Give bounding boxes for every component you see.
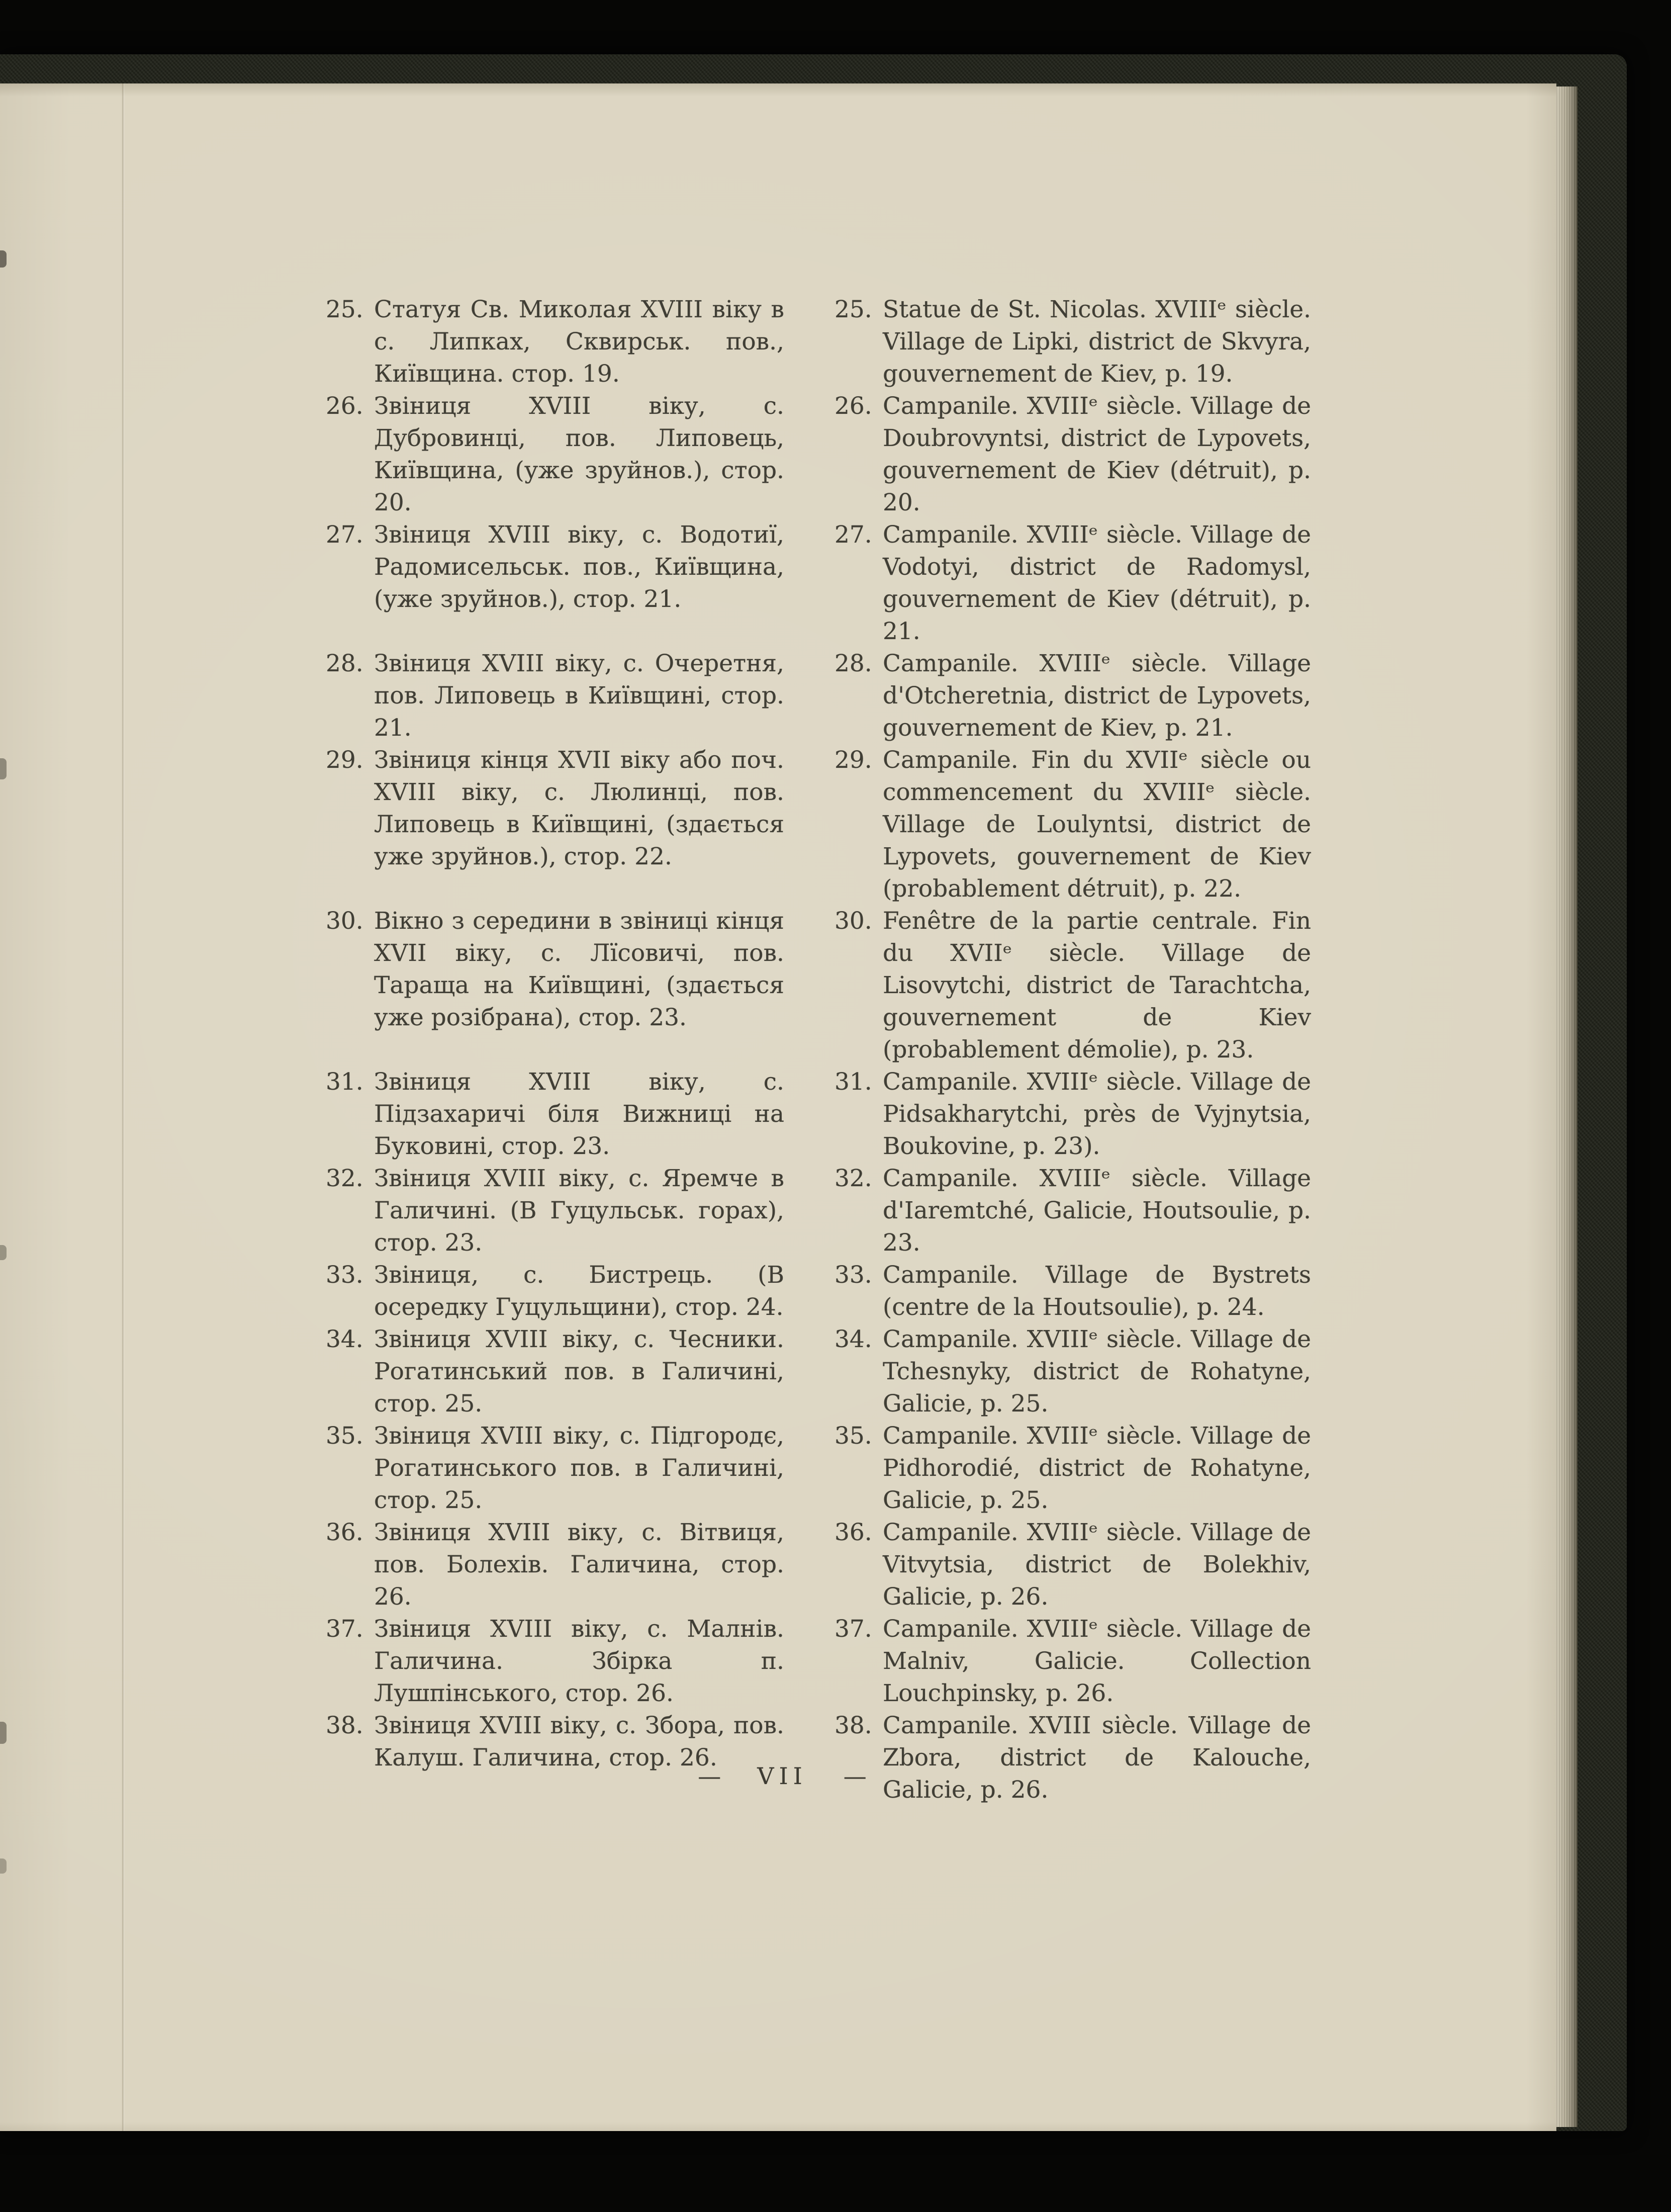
entry-number: 35. bbox=[326, 1422, 363, 1450]
entry-number: 34. bbox=[834, 1325, 872, 1353]
entry-french-caption: Fenêtre de la partie centrale. Fin du XVIIᵉ siècle. Village de Lisovytchi, district de Tarachtcha, gouvernement de Kiev (probablement démolie), p. 23. bbox=[883, 907, 1311, 1064]
entry-text-french bbox=[834, 294, 1311, 390]
entry-french-caption: Campanile. XVIIIᵉ siècle. Village de Doubrovyntsi, district de Lypovets, gouvernement de Kiev (détruit), p. 20. bbox=[883, 392, 1311, 516]
entry-ukrainian-caption: Звіниця XVIII віку, с. Підгородє, Рогатинського пов. в Галичині, стор. 25. bbox=[374, 1422, 784, 1514]
entry-text-ukrainian bbox=[326, 294, 784, 390]
entry-number: 37. bbox=[834, 1615, 872, 1643]
entry-text-french bbox=[834, 519, 1311, 648]
entry-number: 29. bbox=[326, 746, 363, 774]
entry-french-caption: Statue de St. Nicolas. XVIIIᵉ siècle. Village de Lipki, district de Skvyra, gouvernement de Kiev, p. 19. bbox=[883, 296, 1311, 388]
entry-text-french bbox=[834, 1517, 1311, 1613]
entry-number: 35. bbox=[834, 1422, 872, 1450]
entry-text-ukrainian bbox=[326, 1517, 784, 1613]
entry-text-ukrainian bbox=[326, 1163, 784, 1259]
entry-french-caption: Campanile. XVIIIᵉ siècle. Village d'Iaremtché, Galicie, Houtsoulie, p. 23. bbox=[883, 1165, 1311, 1257]
index-text-block bbox=[326, 294, 1311, 1806]
entry-text-french bbox=[834, 905, 1311, 1066]
gutter-smudge bbox=[0, 1245, 7, 1260]
page-fore-edge-stack bbox=[1556, 86, 1577, 2127]
entry-number: 37. bbox=[326, 1615, 363, 1643]
footer-left-dash: — bbox=[698, 1762, 721, 1790]
entry-text-ukrainian bbox=[326, 1066, 784, 1163]
entry-text-french bbox=[834, 1066, 1311, 1163]
entry-number: 38. bbox=[326, 1712, 363, 1739]
entry-text-french bbox=[834, 1163, 1311, 1259]
entry-number: 36. bbox=[834, 1519, 872, 1546]
entry-french-caption: Campanile. XVIIIᵉ siècle. Village de Tchesnyky, district de Rohatyne, Galicie, p. 25. bbox=[883, 1325, 1311, 1418]
entry-french-caption: Campanile. XVIIIᵉ siècle. Village de Vitvytsia, district de Bolekhiv, Galicie, p. 26. bbox=[883, 1519, 1311, 1611]
entry-french-caption: Campanile. XVIII siècle. Village de Zbora, district de Kalouche, Galicie, p. 26. bbox=[883, 1712, 1311, 1804]
entry-number: 27. bbox=[326, 521, 363, 549]
entry-number: 28. bbox=[834, 650, 872, 677]
entry-number: 31. bbox=[326, 1068, 363, 1096]
entry-ukrainian-caption: Звіниця XVIII віку, с. Чесники. Рогатинський пов. в Галичині, стор. 25. bbox=[374, 1325, 784, 1418]
entry-text-french bbox=[834, 1613, 1311, 1710]
entry-number: 25. bbox=[326, 296, 363, 323]
entry-ukrainian-caption: Вікно з середини в звіниці кінця XVII віку, с. Лїсовичі, пов. Тараща на Київщині, (здається уже розібрана), стор. 23. bbox=[374, 907, 784, 1031]
entry-ukrainian-caption: Звіниця XVIII віку, с. Водотиї, Радомисельськ. пов., Київщина, (уже зруйнов.), стор. 21. bbox=[374, 521, 784, 613]
entry-french-caption: Campanile. XVIIIᵉ siècle. Village de Pidhorodié, district de Rohatyne, Galicie, p. 25. bbox=[883, 1422, 1311, 1514]
entry-ukrainian-caption: Звіниця XVIII віку, с. Яремче в Галичині. (В Гуцульськ. горах), стор. 23. bbox=[374, 1165, 784, 1257]
entry-number: 26. bbox=[834, 392, 872, 420]
page-number-roman: VII bbox=[757, 1762, 807, 1790]
entry-number: 31. bbox=[834, 1068, 872, 1096]
gutter-smudge bbox=[0, 758, 7, 779]
entry-text-french bbox=[834, 648, 1311, 744]
page-footer bbox=[290, 1760, 1275, 1792]
entry-number: 36. bbox=[326, 1519, 363, 1546]
entry-text-ukrainian bbox=[326, 648, 784, 744]
entry-number: 27. bbox=[834, 521, 872, 549]
gutter-smudge bbox=[0, 1722, 7, 1744]
entry-text-ukrainian bbox=[326, 1420, 784, 1517]
entry-text-french bbox=[834, 1323, 1311, 1420]
entry-french-caption: Campanile. XVIIIᵉ siècle. Village de Malniv, Galicie. Collection Louchpinsky, p. 26. bbox=[883, 1615, 1311, 1707]
entry-number: 25. bbox=[834, 296, 872, 323]
footer-right-dash: — bbox=[843, 1762, 867, 1790]
entry-text-french bbox=[834, 390, 1311, 519]
entry-ukrainian-caption: Звіниця XVIII віку, с. Очеретня, пов. Липовець в Київщині, стор. 21. bbox=[374, 650, 784, 742]
entry-text-ukrainian bbox=[326, 1613, 784, 1710]
entry-text-french bbox=[834, 1420, 1311, 1517]
entry-text-french bbox=[834, 1259, 1311, 1323]
entry-ukrainian-caption: Звіниця XVIII віку, с. Вітвиця, пов. Болехів. Галичина, стор. 26. bbox=[374, 1519, 784, 1611]
gutter-crease-line bbox=[122, 83, 125, 2131]
entry-number: 33. bbox=[326, 1261, 363, 1289]
entry-french-caption: Campanile. XVIIIᵉ siècle. Village d'Otcheretnia, district de Lypovets, gouvernement de Kiev, p. 21. bbox=[883, 650, 1311, 742]
entry-french-caption: Campanile. XVIIIᵉ siècle. Village de Vodotyi, district de Radomysl, gouvernement de Kiev (détruit), p. 21. bbox=[883, 521, 1311, 645]
entry-french-caption: Campanile. Fin du XVIIᵉ siècle ou commencement du XVIIIᵉ siècle. Village de Loulyntsi, district de Lypovets, gouvernement de Kiev (probablement détruit), p. 22. bbox=[883, 746, 1311, 903]
entry-ukrainian-caption: Звіниця кінця XVII віку або поч. XVIII віку, с. Люлинці, пов. Липовець в Київщині, (здається уже зруйнов.), стор. 22. bbox=[374, 746, 784, 870]
entry-number: 29. bbox=[834, 746, 872, 774]
gutter-smudge bbox=[0, 250, 7, 268]
entry-ukrainian-caption: Звіниця XVIII віку, с. Збора, пов. Калуш. Галичина, стор. 26. bbox=[374, 1712, 784, 1772]
entry-number: 32. bbox=[326, 1165, 363, 1192]
entry-number: 30. bbox=[834, 907, 872, 935]
entry-number: 38. bbox=[834, 1712, 872, 1739]
entries-grid bbox=[326, 294, 1311, 1806]
entry-ukrainian-caption: Звіниця XVIII віку, с. Підзахаричі біля Вижниці на Буковині, стор. 23. bbox=[374, 1068, 784, 1160]
entry-ukrainian-caption: Звіниця XVIII віку, с. Дубровинці, пов. Липовець, Київщина, (уже зруйнов.), стор. 20. bbox=[374, 392, 784, 516]
entry-text-ukrainian bbox=[326, 905, 784, 1066]
entry-number: 26. bbox=[326, 392, 363, 420]
entry-text-french bbox=[834, 744, 1311, 905]
entry-text-ukrainian bbox=[326, 744, 784, 905]
entry-number: 32. bbox=[834, 1165, 872, 1192]
entry-ukrainian-caption: Звіниця XVIII віку, с. Малнів. Галичина. Збірка п. Лушпінського, стор. 26. bbox=[374, 1615, 784, 1707]
entry-number: 28. bbox=[326, 650, 363, 677]
gutter-smudge bbox=[0, 1859, 7, 1874]
entry-french-caption: Campanile. Village de Bystrets (centre de la Houtsoulie), p. 24. bbox=[883, 1261, 1311, 1321]
entry-ukrainian-caption: Звіниця, с. Бистрець. (В осередку Гуцульщини), стор. 24. bbox=[374, 1261, 784, 1321]
entry-text-ukrainian bbox=[326, 519, 784, 648]
entry-text-ukrainian bbox=[326, 1259, 784, 1323]
entry-ukrainian-caption: Статуя Св. Миколая XVIII віку в с. Липках, Сквирськ. пов., Київщина. стор. 19. bbox=[374, 296, 784, 388]
entry-text-ukrainian bbox=[326, 390, 784, 519]
entry-number: 30. bbox=[326, 907, 363, 935]
entry-french-caption: Campanile. XVIIIᵉ siècle. Village de Pidsakharytchi, près de Vyjnytsia, Boukovine, p. 23). bbox=[883, 1068, 1311, 1160]
entry-text-ukrainian bbox=[326, 1323, 784, 1420]
entry-number: 33. bbox=[834, 1261, 872, 1289]
entry-number: 34. bbox=[326, 1325, 363, 1353]
